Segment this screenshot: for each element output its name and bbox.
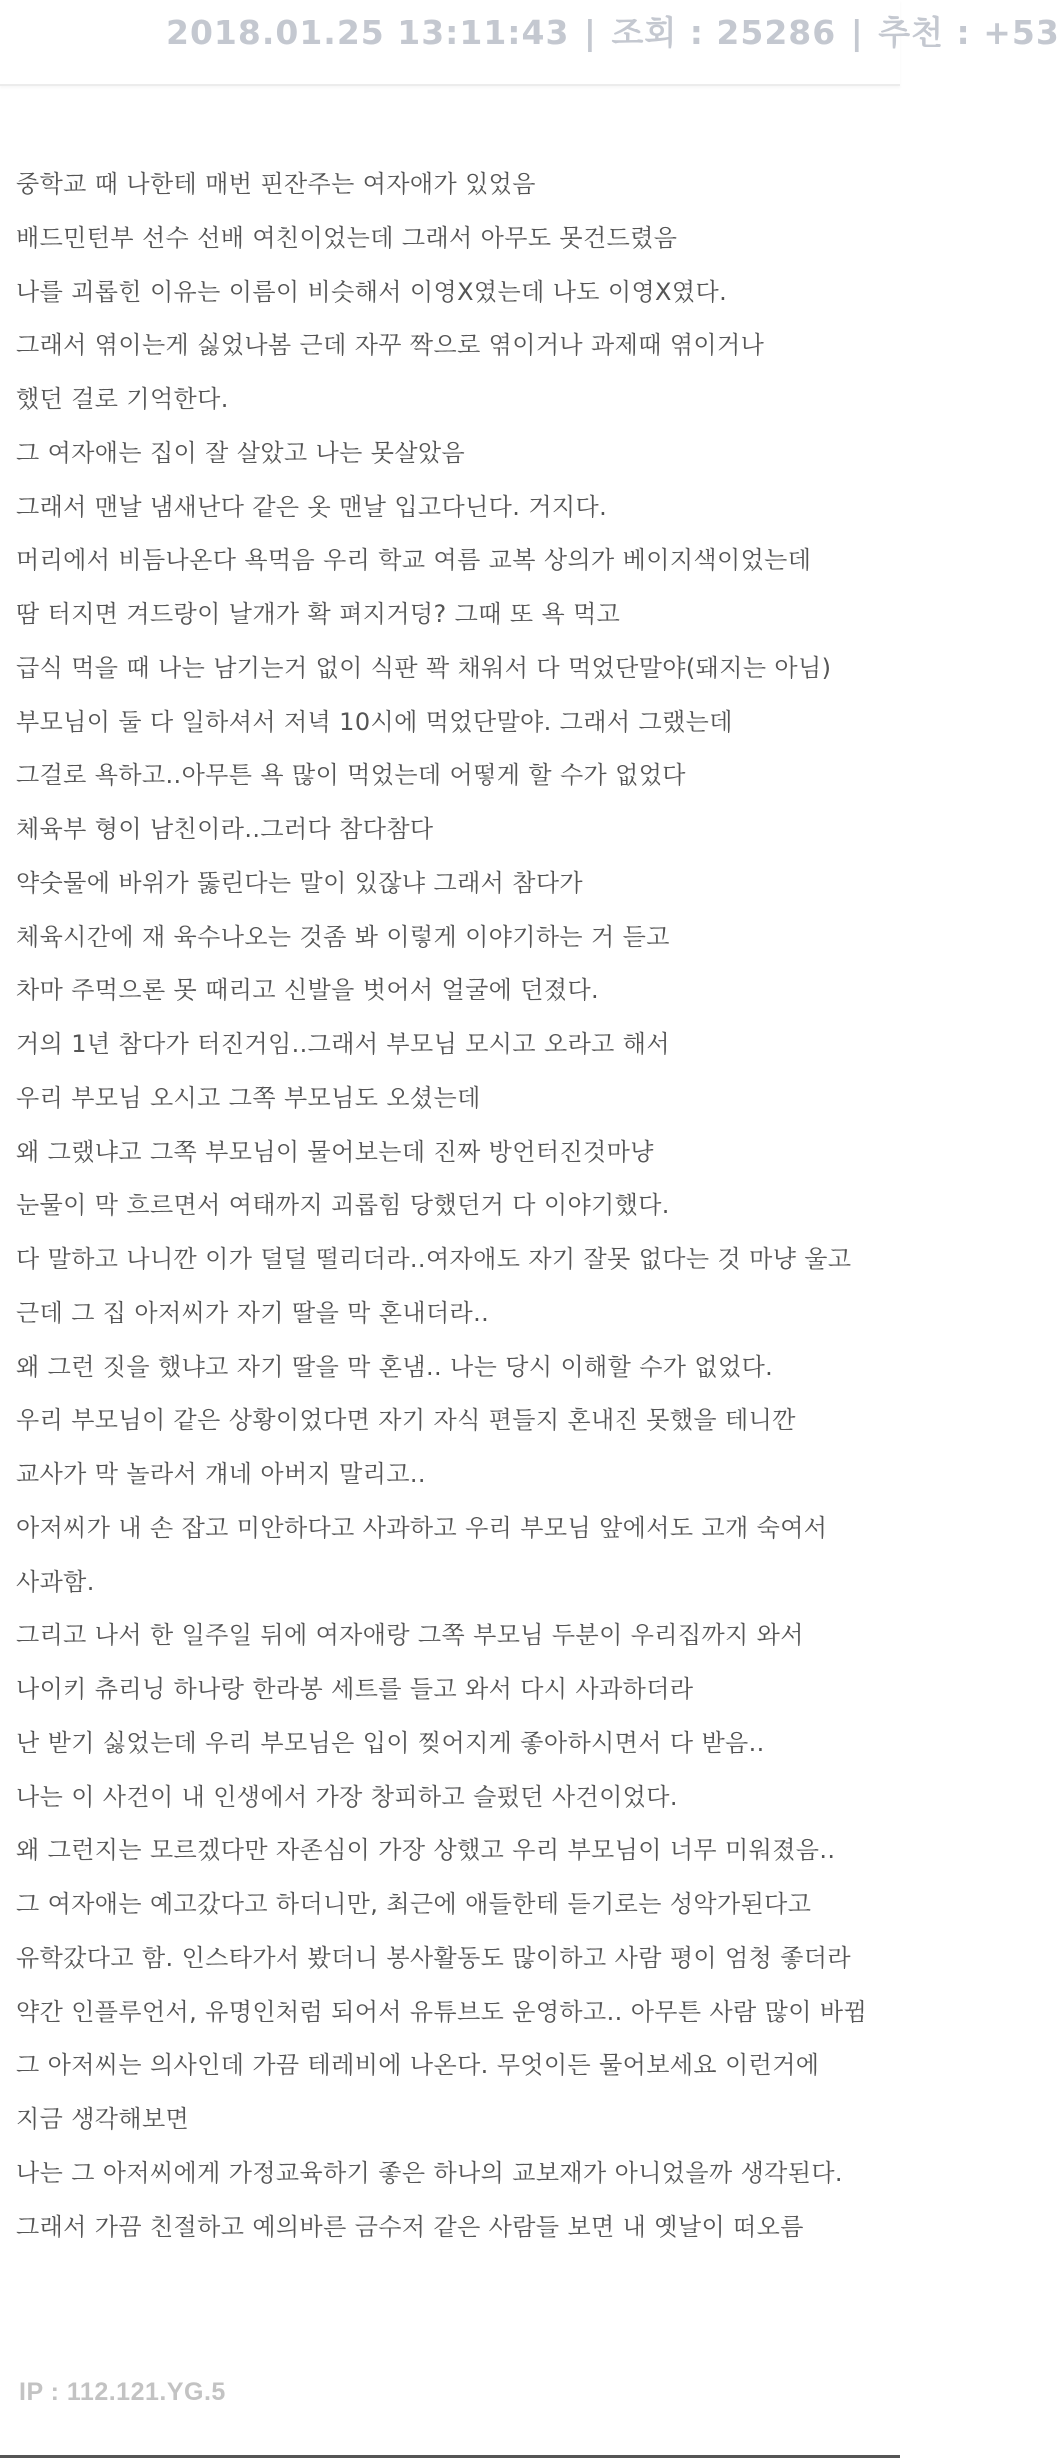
post-body-line: 그 여자애는 집이 잘 살았고 나는 못살았음	[16, 438, 466, 467]
post-body-line: 나이키 츄리닝 하나랑 한라봉 세트를 들고 와서 다시 사과하더라	[16, 1675, 694, 1703]
post-body-line: 했던 걸로 기억한다.	[16, 385, 229, 413]
meta-separator: |	[583, 13, 597, 52]
post-body-line: 근데 그 집 아저씨가 자기 딸을 막 혼내더라..	[16, 1298, 490, 1327]
post-body-line: 왜 그랬냐고 그쪽 부모님이 물어보는데 진짜 방언터진것마냥	[16, 1137, 654, 1166]
post-body-line: 그리고 나서 한 일주일 뒤에 여자애랑 그쪽 부모님 두분이 우리집까지 와서	[16, 1621, 804, 1650]
post-meta-text	[166, 10, 1060, 52]
post-body-line: 우리 부모님 오시고 그쪽 부모님도 오셨는데	[16, 1083, 481, 1112]
post-body-line: 교사가 막 놀라서 걔네 아버지 말리고..	[16, 1460, 426, 1488]
post-body-line: 유학갔다고 함. 인스타가서 봤더니 봉사활동도 많이하고 사람 평이 엄청 좋더라	[16, 1943, 851, 1972]
post-body-line: 눈물이 막 흐르면서 여태까지 괴롭힘 당했던거 다 이야기했다.	[16, 1191, 670, 1220]
post-body-line: 중학교 때 나한테 매번 핀잔주는 여자애가 있었음	[16, 170, 536, 198]
post-body-line: 차마 주먹으론 못 때리고 신발을 벗어서 얼굴에 던졌다.	[16, 976, 600, 1005]
post-body-line: 그래서 엮이는게 싫었나봄 근데 자꾸 짝으로 엮이거나 과제때 엮이거나	[16, 331, 765, 360]
post-body-line: 나는 그 아저씨에게 가정교육하기 좋은 하나의 교보재가 아니었을까 생각된다.	[16, 2158, 843, 2187]
post-body-line: 나는 이 사건이 내 인생에서 가장 창피하고 슬펐던 사건이었다.	[16, 1782, 678, 1811]
post-body-line: 왜 그런 짓을 했냐고 자기 딸을 막 혼냄.. 나는 당시 이해할 수가 없었다.	[16, 1352, 774, 1381]
meta-separator: |	[850, 13, 864, 52]
post-body	[16, 158, 886, 2254]
post-body-line: 약숫물에 바위가 뚫린다는 말이 있잖냐 그래서 참다가	[16, 868, 584, 897]
post-body-line: 그래서 가끔 친절하고 예의바른 금수저 같은 사람들 보면 내 옛날이 떠오름	[16, 2212, 804, 2241]
post-body-line: 다 말하고 나니깐 이가 덜덜 떨리더라..여자애도 자기 잘못 없다는 것 마냥 울고	[16, 1245, 852, 1273]
post-body-line: 우리 부모님이 같은 상황이었다면 자기 자식 편들지 혼내진 못했을 테니깐	[16, 1406, 796, 1435]
post-date: 2018.01.25 13:11:43	[166, 13, 570, 52]
post-body-line: 아저씨가 내 손 잡고 미안하다고 사과하고 우리 부모님 앞에서도 고개 숙여서	[16, 1513, 828, 1542]
author-ip: IP : 112.121.YG.5	[19, 2378, 226, 2406]
post-body-line: 약간 인플루언서, 유명인처럼 되어서 유튜브도 운영하고.. 아무튼 사람 많이 바뀜	[16, 1997, 868, 2026]
post-body-line: 거의 1년 참다가 터진거임..그래서 부모님 모시고 오라고 해서	[16, 1030, 670, 1058]
post-body-line: 왜 그런지는 모르겠다만 자존심이 가장 상했고 우리 부모님이 너무 미워졌음..	[16, 1836, 836, 1865]
post-body-line: 배드민턴부 선수 선배 여친이었는데 그래서 아무도 못건드렸음	[16, 223, 678, 252]
post-body-line: 그래서 맨날 냄새난다 같은 옷 맨날 입고다닌다. 거지다.	[16, 492, 608, 521]
post-meta-bar	[0, 0, 1060, 86]
post-body-line: 나를 괴롭힌 이유는 이름이 비슷해서 이영X였는데 나도 이영X였다.	[16, 277, 728, 306]
post-body-line: 급식 먹을 때 나는 남기는거 없이 식판 꽉 채워서 다 먹었단말야(돼지는 아님)	[16, 653, 832, 682]
post-body-line: 난 받기 싫었는데 우리 부모님은 입이 찢어지게 좋아하시면서 다 받음..	[16, 1728, 765, 1757]
post-body-line: 그걸로 욕하고..아무튼 욕 많이 먹었는데 어떻게 할 수가 없었다	[16, 761, 686, 790]
view-count: 조회 : 25286	[611, 13, 837, 52]
post-body-line: 체육시간에 재 육수나오는 것좀 봐 이렇게 이야기하는 거 듣고	[16, 922, 670, 951]
post-body-line: 부모님이 둘 다 일하셔서 저녁 10시에 먹었단말야. 그래서 그랬는데	[16, 707, 733, 736]
post-body-line: 지금 생각해보면	[16, 2105, 190, 2133]
post-body-line: 체육부 형이 남친이라..그러다 참다참다	[16, 815, 434, 843]
recommend-count: 추천 : +53	[878, 13, 1060, 52]
post-body-line: 그 여자애는 예고갔다고 하더니만, 최근에 애들한테 듣기로는 성악가된다고	[16, 1890, 812, 1918]
post-body-line: 머리에서 비듬나온다 욕먹음 우리 학교 여름 교복 상의가 베이지색이었는데	[16, 546, 812, 575]
post-body-line: 땀 터지면 겨드랑이 날개가 확 펴지거덩? 그때 또 욕 먹고	[16, 600, 621, 628]
post-body-line: 그 아저씨는 의사인데 가끔 테레비에 나온다. 무엇이든 물어보세요 이런거에	[16, 2051, 820, 2080]
post-body-line: 사과함.	[16, 1567, 95, 1596]
